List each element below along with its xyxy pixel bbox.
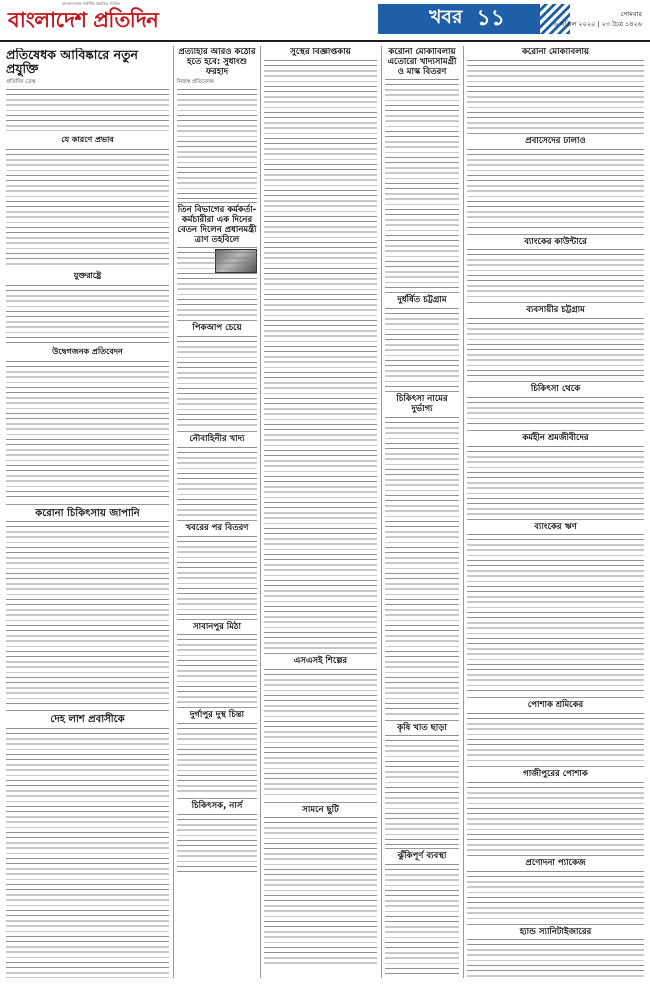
subheading: যে কারণে প্রভাব	[61, 134, 114, 144]
divider	[6, 504, 169, 505]
divider	[264, 802, 377, 803]
headline: সামনে ছুটি	[302, 804, 339, 815]
headline: প্রত্যাহার আরও কঠোর হতে হবে: সুধাংশু ফরহাদ	[178, 48, 256, 77]
column-rule	[173, 46, 174, 978]
column-1	[6, 48, 169, 978]
article-body	[264, 669, 377, 799]
divider	[467, 766, 644, 767]
article-holiday	[264, 806, 377, 968]
headline: গাজীপুরের পোশাক	[523, 769, 588, 780]
article-body	[467, 871, 644, 921]
headline: দেহ লাশ প্রবাসীকে	[50, 714, 125, 726]
headline: খবরের পর বিতরণ	[185, 522, 249, 533]
article-body	[385, 417, 459, 717]
divider	[177, 520, 257, 521]
divider	[467, 133, 644, 134]
article-body	[6, 89, 169, 131]
headline: পোশাক শ্রমিকের	[527, 700, 584, 711]
article-distribution	[177, 524, 257, 616]
headline: চিকিৎসক, নার্স	[191, 801, 243, 812]
article-body	[6, 149, 169, 267]
article-body	[385, 308, 459, 388]
article-body	[467, 939, 644, 978]
article-body	[467, 397, 644, 427]
article-body	[467, 249, 644, 299]
column-rule	[463, 46, 464, 978]
headline: ব্যবসায়ীর চট্টগ্রাম	[526, 305, 585, 316]
article-body	[264, 60, 377, 650]
article-bank-loan	[467, 523, 644, 695]
article-treatment-from	[467, 385, 644, 427]
article-agriculture	[385, 724, 459, 846]
masthead	[0, 0, 650, 42]
article-body	[467, 60, 644, 130]
headline: পিকআপ চেয়ে	[192, 323, 242, 334]
headline: চিকিৎসা নামের দুর্ভাগ্য	[396, 394, 448, 414]
divider	[467, 302, 644, 303]
article-sabanpur	[177, 623, 257, 705]
article-vaccine	[6, 48, 169, 501]
divider	[177, 320, 257, 321]
headline: নৌবাহিনীর খাদ্য	[189, 434, 245, 445]
headline: প্রণোদনা প্যাকেজ	[525, 857, 586, 868]
article-withdrawal	[177, 48, 257, 199]
article-stimulus	[467, 859, 644, 921]
article-chattogram	[385, 296, 459, 388]
divider	[467, 855, 644, 856]
article-body	[467, 318, 644, 378]
article-body	[177, 89, 257, 199]
section-banner	[378, 4, 556, 34]
byline: প্রতিদিন ডেস্ক	[6, 78, 36, 85]
divider	[467, 381, 644, 382]
headline: তিন বিভাগের কর্মকর্তা-কর্মচারীরা এক দিনের বেতন দিলেন প্রধানমন্ত্রী ত্রাণ তহবিলে	[177, 205, 257, 245]
article-durgapur	[177, 711, 257, 795]
headline: সুস্থের বিজ্ঞপ্তিকায়	[290, 48, 351, 57]
article-body	[467, 446, 644, 516]
headline: ব্যাংকের ঋণ	[534, 521, 577, 532]
divider	[467, 234, 644, 235]
article-body	[6, 285, 169, 343]
headline: কর্মহীন শ্রমজীবীদের	[522, 432, 589, 443]
article-jobless	[467, 434, 644, 516]
column-rule	[381, 46, 382, 978]
divider	[264, 653, 377, 654]
headline: প্রবাসেদের ঢালাও	[525, 135, 586, 146]
article-sme	[264, 657, 377, 799]
article-body	[467, 713, 644, 763]
divider	[177, 798, 257, 799]
article-risk	[385, 852, 459, 978]
subheading: যুক্তরাষ্ট্রে	[73, 270, 102, 280]
article-body	[467, 534, 644, 694]
article-body	[177, 336, 257, 428]
article-expatriate	[6, 714, 169, 978]
article-body	[177, 536, 257, 616]
divider	[6, 710, 169, 711]
article-treatment	[385, 395, 459, 717]
article-recovery	[264, 48, 377, 650]
divider	[385, 391, 459, 392]
subheading: উদ্বেগজনক প্রতিবেদন	[52, 346, 123, 356]
article-navy-food	[177, 435, 257, 517]
article-body	[385, 864, 459, 978]
page-number: ১১	[476, 5, 506, 31]
headline: চিকিৎসা থেকে	[530, 384, 581, 395]
article-body	[177, 247, 257, 317]
divider	[385, 292, 459, 293]
headline: দুর্ধর্ষিত চট্টগ্রাম	[397, 295, 447, 306]
article-food-mask	[385, 48, 459, 289]
article-body	[6, 361, 169, 501]
article-business	[467, 306, 644, 378]
section-label: খবর	[428, 6, 463, 28]
divider	[177, 707, 257, 708]
headline: দুর্গাপুর দুস্থ চিন্তা	[189, 710, 245, 721]
article-garment-workers	[467, 701, 644, 763]
article-sanitizer	[467, 928, 644, 978]
headline: করোনা চিকিৎসায় জাপানি	[35, 507, 140, 519]
article-body	[6, 521, 169, 707]
article-body	[467, 149, 644, 231]
column-rule	[260, 46, 261, 978]
article-body	[467, 782, 644, 852]
newspaper-logo: বাংলাদেশ প্রতিদিন	[8, 7, 159, 32]
divider	[385, 848, 459, 849]
article-doctors	[177, 802, 257, 874]
headline: করোনা মোকাবিলায়	[521, 48, 589, 57]
article-body	[385, 79, 459, 289]
headline: হ্যান্ড স্যানিটাইজারের	[519, 926, 592, 937]
date-label: ৬ এপ্রিল ২০২০ | ২৩ চৈত্র ১৪২৬	[553, 20, 642, 28]
article-body	[177, 723, 257, 795]
headline: করোনা মোকাবিলায় এতোরো খাদ্যসামগ্রী ও মাস্ক বিতরণ	[387, 48, 457, 77]
dateline	[554, 9, 642, 29]
divider	[467, 697, 644, 698]
article-expat	[467, 137, 644, 231]
column-4	[385, 48, 459, 978]
headline: এসএসই শিল্পের	[293, 655, 348, 666]
article-japan-treatment	[6, 508, 169, 708]
headline: ঝুঁকিপূর্ণ ব্যবস্থা	[397, 851, 447, 862]
headline: কৃষি খাত ছাড়া	[397, 722, 447, 733]
day-label: সোমবার	[620, 10, 642, 18]
article-gazipur	[467, 770, 644, 852]
article-body	[385, 735, 459, 845]
headline: ব্যাংকের কাউন্টারে	[524, 236, 587, 247]
article-body	[177, 447, 257, 517]
divider	[177, 431, 257, 432]
article-body	[177, 814, 257, 874]
divider	[467, 519, 644, 520]
article-body	[177, 634, 257, 704]
column-3	[264, 48, 377, 978]
column-2	[177, 48, 257, 978]
article-salary-donation	[177, 206, 257, 317]
byline: নিজস্ব প্রতিবেদক	[177, 79, 214, 86]
divider	[385, 720, 459, 721]
divider	[467, 430, 644, 431]
article-pickup	[177, 324, 257, 428]
logo-tagline: বাংলাদেশের সর্বাধিক প্রচারিত দৈনিক	[62, 1, 120, 6]
divider	[177, 619, 257, 620]
column-5	[467, 48, 644, 978]
divider	[467, 924, 644, 925]
headline: সাবানপুর মিঠা	[193, 621, 241, 632]
article-body	[264, 817, 377, 967]
article-body	[6, 728, 169, 978]
article-bank-counter	[467, 238, 644, 300]
article-coping	[467, 48, 644, 130]
headline: প্রতিষেধক আবিষ্কারে নতুন প্রযুক্তি	[6, 48, 138, 77]
divider	[177, 202, 257, 203]
